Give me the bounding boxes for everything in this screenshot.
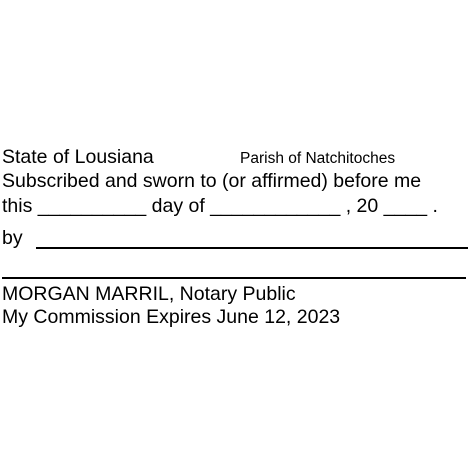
signer-blank-line (36, 247, 468, 249)
signature-line (2, 277, 466, 279)
parish-label: Parish of Natchitoches (240, 150, 396, 167)
by-label: by (2, 227, 23, 249)
by-row (2, 229, 472, 253)
date-line: this __________ day of ____________ , 20 ____ . (2, 195, 438, 217)
notary-name: MORGAN MARRIL, Notary Public (2, 283, 296, 305)
state-label: State of Lousiana (2, 146, 154, 168)
sworn-statement: Subscribed and sworn to (or affirmed) before me (2, 170, 422, 192)
commission-expiry: My Commission Expires June 12, 2023 (2, 306, 341, 328)
state-parish-row (2, 146, 472, 168)
